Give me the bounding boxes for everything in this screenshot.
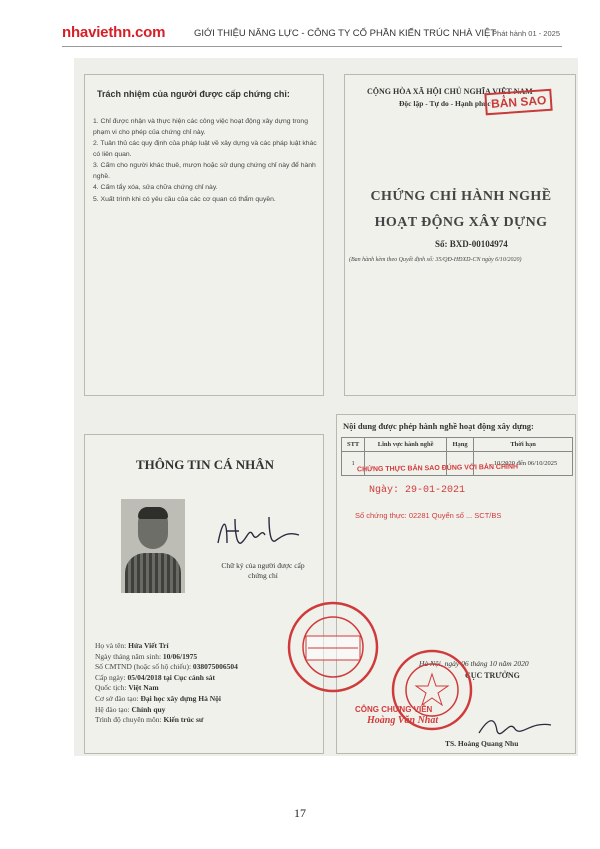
notary-stamp-title: CHỨNG THỰC BẢN SAO ĐÚNG VỚI BẢN CHÍNH — [356, 463, 519, 474]
responsibilities-list — [93, 117, 323, 206]
site-logo[interactable]: nhaviethn.com — [62, 24, 166, 41]
header-title: GIỚI THIỆU NĂNG LỰC - CÔNG TY CỔ PHẦN KIẾN TRÚC NHÀ VIỆT — [194, 28, 497, 39]
certificate-number: Số: BXD-00104974 — [435, 239, 508, 249]
holder-signature — [213, 513, 303, 553]
photo-shirt — [125, 553, 181, 593]
signature-caption: Chữ ký của người được cấp chứng chỉ — [221, 561, 305, 580]
certificate-title: CHỨNG CHỈ HÀNH NGHỀ — [370, 189, 552, 204]
personal-info-panel — [84, 434, 324, 754]
responsibility-item: 4. Cấm tẩy xóa, sửa chữa chứng chỉ này. — [93, 184, 218, 191]
field-birth-date: Ngày tháng năm sinh: 10/06/1975 — [95, 651, 198, 661]
field-institution: Cơ sở đào tạo: Đại học xây dựng Hà Nội — [95, 693, 221, 703]
responsibility-item: 3. Cấm cho người khác thuê, mượn hoặc sử dụng chứng chỉ này để hành nghề. — [93, 162, 316, 180]
copy-stamp: BẢN SAO — [484, 89, 553, 116]
field-qualification: Trình độ chuyên môn: Kiến trúc sư — [95, 715, 204, 725]
notary-date: Ngày: 29-01-2021 — [369, 485, 466, 496]
responsibility-item: 1. Chỉ được nhận và thực hiện các công việc hoạt động xây dựng trong phạm vi cho phép của chứng chỉ này. — [93, 118, 308, 136]
column-header: STT — [342, 438, 365, 452]
notary-signer-label: CÔNG CHỨNG VIÊN — [355, 705, 433, 714]
ministry-seal — [390, 648, 474, 732]
cell-term: ...10/2020 đến 06/10/2025 — [474, 452, 573, 476]
page-header — [62, 26, 582, 46]
issue-place-date: Hà Nội, ngày 06 tháng 10 năm 2020 — [419, 659, 529, 668]
director-signature — [475, 711, 555, 741]
scope-title: Nội dung được phép hành nghề hoạt động xây dựng: — [343, 421, 534, 431]
personal-info-title: THÔNG TIN CÁ NHÂN — [135, 457, 275, 472]
certificate-scan — [74, 58, 578, 756]
director-name: TS. Hoàng Quang Nhu — [445, 739, 519, 748]
field-issue-date: Cấp ngày: 05/04/2018 tại Cục cảnh sát — [95, 672, 216, 682]
column-header: Hạng — [447, 438, 474, 452]
nation-motto: Độc lập - Tự do - Hạnh phúc — [399, 99, 491, 108]
certificate-cover-panel — [344, 74, 576, 396]
field-nationality: Quốc tịch: Việt Nam — [95, 683, 159, 693]
column-header: Thời hạn — [474, 438, 573, 452]
responsibilities-panel — [84, 74, 324, 396]
portrait-photo — [121, 499, 185, 593]
responsibility-item: 5. Xuất trình khi có yêu cầu của các cơ quan có thẩm quyền. — [93, 195, 276, 203]
photo-hair — [138, 507, 168, 519]
field-id-number: Số CMTND (hoặc số hộ chiếu): 038075006504 — [95, 662, 238, 672]
notary-number: Số chứng thực: 02281 Quyển số ... SCT/BS — [355, 511, 502, 520]
certificate-subtitle: HOẠT ĐỘNG XÂY DỰNG — [374, 215, 548, 230]
personal-info-fields — [95, 641, 238, 726]
page-number: 17 — [294, 806, 306, 820]
notary-signer-signature: Hoàng Văn Nhất — [367, 715, 439, 726]
notary-office-seal — [286, 600, 380, 694]
certificate-decision: (Ban hành kèm theo Quyết định số: 35/QĐ-HĐXD-CN ngày 6/10/2020) — [349, 257, 522, 263]
director-title: CỤC TRƯỞNG — [465, 671, 520, 680]
header-divider — [62, 46, 562, 47]
header-issue: Phát hành 01 - 2025 — [492, 29, 560, 38]
nation-heading: CỘNG HÒA XÃ HỘI CHỦ NGHĨA VIỆT NAM — [367, 87, 533, 96]
column-header: Lĩnh vực hành nghề — [365, 438, 447, 452]
responsibilities-title: Trách nhiệm của người được cấp chứng chỉ: — [97, 89, 290, 99]
responsibility-item: 2. Tuân thủ các quy định của pháp luật về xây dựng và các pháp luật khác có liên quan. — [93, 140, 317, 158]
field-full-name: Họ và tên: Hứa Viết Trí — [95, 641, 169, 650]
cell-stt: 1 — [342, 452, 365, 476]
field-training-type: Hệ đào tạo: Chính quy — [95, 704, 166, 714]
